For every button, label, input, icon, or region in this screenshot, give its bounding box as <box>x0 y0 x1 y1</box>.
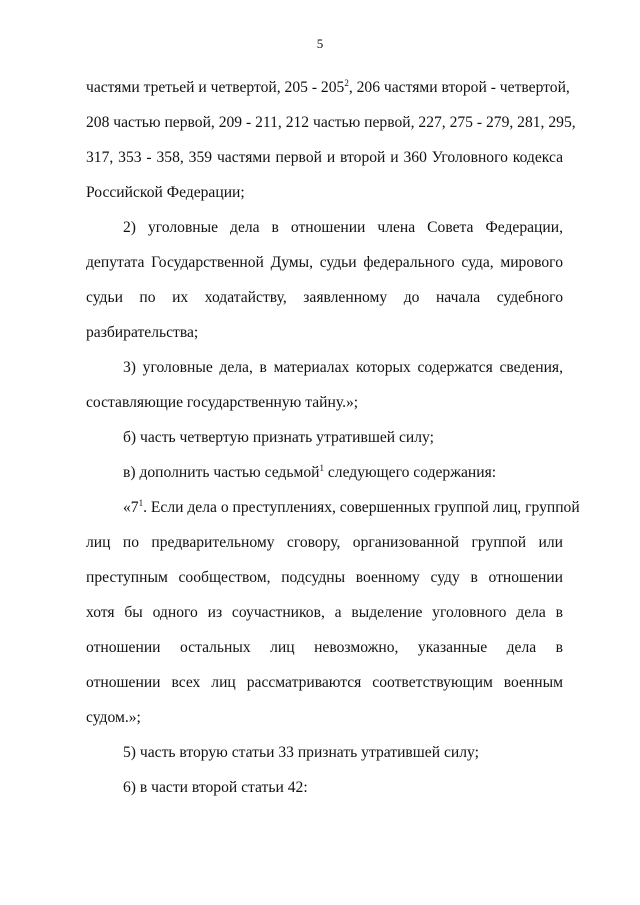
paragraph-3-line-2: составляющие государственную тайну.»; <box>86 394 359 411</box>
paragraph-4: б) часть четвертую признать утратившей силу; <box>123 429 434 446</box>
page-number: 5 <box>316 36 324 51</box>
paragraph-7: 5) часть вторую статьи 33 признать утратившей силу; <box>123 744 479 761</box>
paragraph-6-line-5: отношении остальных лиц невозможно, указанные дела в <box>86 639 563 656</box>
paragraph-6-line-2: лиц по предварительному сговору, организованной группой или <box>86 534 563 551</box>
paragraph-2-line-2: депутата Государственной Думы, судьи федерального суда, мирового <box>86 254 563 271</box>
paragraph-8: 6) в части второй статьи 42: <box>123 779 308 796</box>
paragraph-2-line-1: 2) уголовные дела в отношении члена Совета Федерации, <box>123 219 563 236</box>
paragraph-2-line-3: судьи по их ходатайству, заявленному до начала судебного <box>86 289 563 306</box>
paragraph-6-line-6: отношении всех лиц рассматриваются соответствующим военным <box>86 674 563 691</box>
paragraph-3-line-1: 3) уголовные дела, в материалах которых содержатся сведения, <box>123 359 563 376</box>
paragraph-5: в) дополнить частью седьмой$^1$ следующего содержания: <box>123 462 497 481</box>
paragraph-1-line-2: 208 частью первой, 209 - 211, 212 частью первой, 227, 275 - 279, 281, 295, <box>86 114 576 131</box>
paragraph-6-line-3: преступным сообществом, подсудны военному суду в отношении <box>86 569 563 586</box>
paragraph-6-line-1: «$7^1$. Если дела о преступлениях, совершенных группой лиц, группой <box>123 497 580 516</box>
paragraph-1-line-3: 317, 353 - 358, 359 частями первой и второй и 360 Уголовного кодекса <box>86 149 563 166</box>
paragraph-6-line-4: хотя бы одного из соучастников, а выделение уголовного дела в <box>86 604 563 621</box>
paragraph-1-line-4: Российской Федерации; <box>86 184 245 201</box>
paragraph-1-line-1: частями третьей и четвертой, $205 - 205^2$, 206 частями второй - четвертой, <box>86 77 570 96</box>
paragraph-6-line-7: судом.»; <box>86 709 141 726</box>
paragraph-2-line-4: разбирательства; <box>86 324 199 341</box>
